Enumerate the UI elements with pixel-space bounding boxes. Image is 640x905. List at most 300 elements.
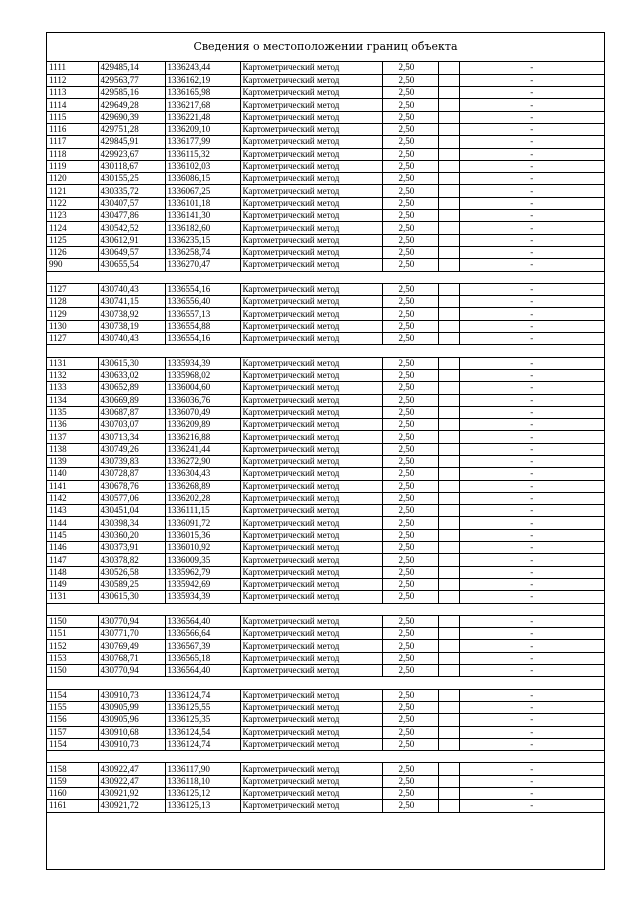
method: Картометрический метод: [240, 62, 382, 74]
point-number: 1134: [47, 394, 98, 406]
empty-cell: [438, 123, 459, 135]
note: -: [459, 136, 604, 148]
table-row: [47, 62, 604, 74]
method: Картометрический метод: [240, 788, 382, 800]
empty-cell: [438, 628, 459, 640]
note: -: [459, 87, 604, 99]
method: Картометрический метод: [240, 123, 382, 135]
coord-y: 1336258,74: [165, 246, 240, 258]
method: Картометрический метод: [240, 173, 382, 185]
method: Картометрический метод: [240, 615, 382, 627]
note: -: [459, 566, 604, 578]
method: Картометрический метод: [240, 382, 382, 394]
table-row: [47, 775, 604, 787]
coord-x: 430615,30: [98, 357, 165, 369]
point-number: 1119: [47, 160, 98, 172]
table-row: [47, 74, 604, 86]
accuracy: 2,50: [382, 529, 438, 541]
point-number: 1118: [47, 148, 98, 160]
empty-cell: [438, 333, 459, 345]
empty-cell: [438, 468, 459, 480]
coord-x: 430910,73: [98, 689, 165, 701]
coord-x: 430921,92: [98, 788, 165, 800]
accuracy: 2,50: [382, 357, 438, 369]
coord-y: 1336567,39: [165, 640, 240, 652]
accuracy: 2,50: [382, 283, 438, 295]
table-row: [47, 234, 604, 246]
method: Картометрический метод: [240, 283, 382, 295]
coord-y: 1336091,72: [165, 517, 240, 529]
point-number: 1158: [47, 763, 98, 775]
point-number: 1131: [47, 591, 98, 603]
coord-y: 1336101,18: [165, 197, 240, 209]
note: -: [459, 689, 604, 701]
accuracy: 2,50: [382, 197, 438, 209]
coord-y: 1336124,54: [165, 726, 240, 738]
empty-cell: [438, 689, 459, 701]
group-separator: [47, 271, 604, 283]
coord-y: 1336070,49: [165, 406, 240, 418]
coord-x: 430577,06: [98, 492, 165, 504]
separator-cell: [47, 677, 604, 689]
method: Картометрический метод: [240, 333, 382, 345]
accuracy: 2,50: [382, 382, 438, 394]
note: -: [459, 800, 604, 812]
coord-x: 430649,57: [98, 246, 165, 258]
accuracy: 2,50: [382, 160, 438, 172]
coord-y: 1336102,03: [165, 160, 240, 172]
method: Картометрический метод: [240, 419, 382, 431]
table-row: [47, 726, 604, 738]
empty-cell: [438, 788, 459, 800]
table-row: [47, 333, 604, 345]
accuracy: 2,50: [382, 431, 438, 443]
note: -: [459, 308, 604, 320]
method: Картометрический метод: [240, 320, 382, 332]
accuracy: 2,50: [382, 99, 438, 111]
empty-cell: [438, 763, 459, 775]
point-number: 1149: [47, 578, 98, 590]
coord-y: 1336556,40: [165, 296, 240, 308]
coord-x: 430678,76: [98, 480, 165, 492]
coord-x: 429690,39: [98, 111, 165, 123]
note: -: [459, 320, 604, 332]
accuracy: 2,50: [382, 173, 438, 185]
table-row: [47, 443, 604, 455]
accuracy: 2,50: [382, 87, 438, 99]
note: -: [459, 468, 604, 480]
method: Картометрический метод: [240, 480, 382, 492]
table-row: [47, 640, 604, 652]
empty-cell: [438, 111, 459, 123]
method: Картометрический метод: [240, 111, 382, 123]
accuracy: 2,50: [382, 615, 438, 627]
coord-x: 429563,77: [98, 74, 165, 86]
accuracy: 2,50: [382, 148, 438, 160]
coord-x: 430155,25: [98, 173, 165, 185]
accuracy: 2,50: [382, 62, 438, 74]
empty-cell: [438, 160, 459, 172]
coord-y: 1336241,44: [165, 443, 240, 455]
note: -: [459, 419, 604, 431]
accuracy: 2,50: [382, 296, 438, 308]
coord-y: 1336564,40: [165, 665, 240, 677]
coord-x: 429485,14: [98, 62, 165, 74]
empty-cell: [438, 431, 459, 443]
method: Картометрический метод: [240, 369, 382, 381]
method: Картометрический метод: [240, 689, 382, 701]
table-row: [47, 111, 604, 123]
point-number: 1148: [47, 566, 98, 578]
empty-cell: [438, 222, 459, 234]
coord-y: 1336209,89: [165, 419, 240, 431]
coord-y: 1336554,16: [165, 333, 240, 345]
coord-x: 430703,07: [98, 419, 165, 431]
coord-y: 1335962,79: [165, 566, 240, 578]
coord-y: 1336004,60: [165, 382, 240, 394]
note: -: [459, 222, 604, 234]
group-separator: [47, 751, 604, 763]
coord-x: 430739,83: [98, 456, 165, 468]
table-row: [47, 431, 604, 443]
method: Картометрический метод: [240, 99, 382, 111]
table-row: [47, 554, 604, 566]
method: Картометрический метод: [240, 492, 382, 504]
table-row: [47, 615, 604, 627]
coord-x: 430905,96: [98, 714, 165, 726]
point-number: 1159: [47, 775, 98, 787]
point-number: 1114: [47, 99, 98, 111]
table-row: [47, 763, 604, 775]
coord-y: 1336165,98: [165, 87, 240, 99]
method: Картометрический метод: [240, 394, 382, 406]
coord-x: 430669,89: [98, 394, 165, 406]
accuracy: 2,50: [382, 505, 438, 517]
empty-cell: [438, 369, 459, 381]
coord-y: 1336270,47: [165, 259, 240, 271]
point-number: 1112: [47, 74, 98, 86]
coord-x: 430910,68: [98, 726, 165, 738]
accuracy: 2,50: [382, 554, 438, 566]
coord-x: 429845,91: [98, 136, 165, 148]
method: Картометрический метод: [240, 185, 382, 197]
accuracy: 2,50: [382, 800, 438, 812]
point-number: 1145: [47, 529, 98, 541]
accuracy: 2,50: [382, 136, 438, 148]
accuracy: 2,50: [382, 738, 438, 750]
empty-cell: [438, 542, 459, 554]
coord-x: 430615,30: [98, 591, 165, 603]
point-number: 1155: [47, 701, 98, 713]
accuracy: 2,50: [382, 320, 438, 332]
empty-cell: [438, 578, 459, 590]
empty-cell: [438, 640, 459, 652]
note: -: [459, 505, 604, 517]
coord-y: 1335934,39: [165, 591, 240, 603]
coord-y: 1336216,88: [165, 431, 240, 443]
accuracy: 2,50: [382, 308, 438, 320]
note: -: [459, 591, 604, 603]
method: Картометрический метод: [240, 259, 382, 271]
table-row: [47, 246, 604, 258]
method: Картометрический метод: [240, 578, 382, 590]
table-row: [47, 480, 604, 492]
accuracy: 2,50: [382, 246, 438, 258]
point-number: 1143: [47, 505, 98, 517]
point-number: 1141: [47, 480, 98, 492]
table-row: [47, 197, 604, 209]
point-number: 1160: [47, 788, 98, 800]
table-row: [47, 517, 604, 529]
table-row: [47, 185, 604, 197]
note: -: [459, 111, 604, 123]
coord-x: 430770,94: [98, 615, 165, 627]
coord-y: 1336124,74: [165, 689, 240, 701]
table-row: [47, 136, 604, 148]
point-number: 1135: [47, 406, 98, 418]
method: Картометрический метод: [240, 160, 382, 172]
coord-x: 430740,43: [98, 283, 165, 295]
point-number: 1137: [47, 431, 98, 443]
accuracy: 2,50: [382, 234, 438, 246]
method: Картометрический метод: [240, 542, 382, 554]
method: Картометрический метод: [240, 640, 382, 652]
point-number: 1127: [47, 333, 98, 345]
coord-y: 1335934,39: [165, 357, 240, 369]
coord-x: 430655,54: [98, 259, 165, 271]
note: -: [459, 443, 604, 455]
table-row: [47, 406, 604, 418]
method: Картометрический метод: [240, 296, 382, 308]
coord-y: 1335968,02: [165, 369, 240, 381]
method: Картометрический метод: [240, 456, 382, 468]
coord-y: 1336115,32: [165, 148, 240, 160]
group-separator: [47, 345, 604, 357]
coord-x: 429649,28: [98, 99, 165, 111]
accuracy: 2,50: [382, 456, 438, 468]
point-number: 990: [47, 259, 98, 271]
table-row: [47, 689, 604, 701]
accuracy: 2,50: [382, 480, 438, 492]
point-number: 1121: [47, 185, 98, 197]
empty-cell: [438, 714, 459, 726]
point-number: 1146: [47, 542, 98, 554]
point-number: 1113: [47, 87, 98, 99]
note: -: [459, 210, 604, 222]
note: -: [459, 246, 604, 258]
empty-cell: [438, 99, 459, 111]
note: -: [459, 788, 604, 800]
note: -: [459, 296, 604, 308]
empty-cell: [438, 406, 459, 418]
method: Картометрический метод: [240, 628, 382, 640]
method: Картометрический метод: [240, 406, 382, 418]
coord-y: 1336118,10: [165, 775, 240, 787]
note: -: [459, 185, 604, 197]
coord-y: 1336557,13: [165, 308, 240, 320]
accuracy: 2,50: [382, 665, 438, 677]
empty-cell: [438, 726, 459, 738]
point-number: 1116: [47, 123, 98, 135]
note: -: [459, 628, 604, 640]
table-row: [47, 283, 604, 295]
method: Картометрический метод: [240, 566, 382, 578]
empty-cell: [438, 382, 459, 394]
empty-cell: [438, 136, 459, 148]
coord-x: 430770,94: [98, 665, 165, 677]
accuracy: 2,50: [382, 259, 438, 271]
table-row: [47, 578, 604, 590]
table-row: [47, 87, 604, 99]
accuracy: 2,50: [382, 566, 438, 578]
coord-y: 1336009,35: [165, 554, 240, 566]
accuracy: 2,50: [382, 640, 438, 652]
table-row: [47, 529, 604, 541]
note: -: [459, 714, 604, 726]
separator-cell: [47, 751, 604, 763]
coord-x: 430633,02: [98, 369, 165, 381]
accuracy: 2,50: [382, 542, 438, 554]
coordinates-table: [47, 62, 604, 813]
empty-cell: [438, 148, 459, 160]
point-number: 1153: [47, 652, 98, 664]
accuracy: 2,50: [382, 714, 438, 726]
coord-x: 430398,34: [98, 517, 165, 529]
point-number: 1147: [47, 554, 98, 566]
empty-cell: [438, 357, 459, 369]
note: -: [459, 357, 604, 369]
note: -: [459, 74, 604, 86]
method: Картометрический метод: [240, 529, 382, 541]
method: Картометрический метод: [240, 443, 382, 455]
note: -: [459, 333, 604, 345]
coord-x: 430922,47: [98, 763, 165, 775]
method: Картометрический метод: [240, 517, 382, 529]
note: -: [459, 665, 604, 677]
method: Картометрический метод: [240, 431, 382, 443]
accuracy: 2,50: [382, 419, 438, 431]
method: Картометрический метод: [240, 738, 382, 750]
table-row: [47, 468, 604, 480]
accuracy: 2,50: [382, 628, 438, 640]
accuracy: 2,50: [382, 406, 438, 418]
empty-cell: [438, 701, 459, 713]
accuracy: 2,50: [382, 74, 438, 86]
note: -: [459, 431, 604, 443]
coord-y: 1336086,15: [165, 173, 240, 185]
point-number: 1128: [47, 296, 98, 308]
coord-y: 1336182,60: [165, 222, 240, 234]
point-number: 1142: [47, 492, 98, 504]
coord-y: 1336162,19: [165, 74, 240, 86]
table-row: [47, 173, 604, 185]
empty-cell: [438, 517, 459, 529]
coord-y: 1336565,18: [165, 652, 240, 664]
method: Картометрический метод: [240, 468, 382, 480]
table-row: [47, 259, 604, 271]
point-number: 1154: [47, 738, 98, 750]
point-number: 1129: [47, 308, 98, 320]
point-number: 1130: [47, 320, 98, 332]
note: -: [459, 123, 604, 135]
method: Картометрический метод: [240, 726, 382, 738]
coord-y: 1336566,64: [165, 628, 240, 640]
coord-y: 1336067,25: [165, 185, 240, 197]
table-body: [47, 62, 604, 812]
empty-cell: [438, 185, 459, 197]
method: Картометрический метод: [240, 234, 382, 246]
coord-x: 430771,70: [98, 628, 165, 640]
coord-x: 430921,72: [98, 800, 165, 812]
point-number: 1136: [47, 419, 98, 431]
empty-cell: [438, 566, 459, 578]
point-number: 1144: [47, 517, 98, 529]
method: Картометрический метод: [240, 246, 382, 258]
empty-cell: [438, 665, 459, 677]
coord-y: 1336124,74: [165, 738, 240, 750]
table-row: [47, 714, 604, 726]
table-row: [47, 628, 604, 640]
method: Картометрический метод: [240, 800, 382, 812]
coord-x: 430738,19: [98, 320, 165, 332]
method: Картометрический метод: [240, 148, 382, 160]
empty-cell: [438, 210, 459, 222]
accuracy: 2,50: [382, 394, 438, 406]
point-number: 1140: [47, 468, 98, 480]
point-number: 1120: [47, 173, 98, 185]
note: -: [459, 652, 604, 664]
table-row: [47, 382, 604, 394]
method: Картометрический метод: [240, 554, 382, 566]
coord-y: 1336015,36: [165, 529, 240, 541]
coord-x: 430741,15: [98, 296, 165, 308]
point-number: 1117: [47, 136, 98, 148]
coord-y: 1335942,69: [165, 578, 240, 590]
accuracy: 2,50: [382, 123, 438, 135]
coord-x: 430687,87: [98, 406, 165, 418]
note: -: [459, 775, 604, 787]
page-title: Сведения о местоположении границ объекта: [47, 33, 604, 62]
empty-cell: [438, 62, 459, 74]
coord-x: 430740,43: [98, 333, 165, 345]
accuracy: 2,50: [382, 591, 438, 603]
point-number: 1139: [47, 456, 98, 468]
separator-cell: [47, 271, 604, 283]
table-row: [47, 320, 604, 332]
empty-cell: [438, 738, 459, 750]
empty-cell: [438, 505, 459, 517]
note: -: [459, 480, 604, 492]
empty-cell: [438, 296, 459, 308]
coord-x: 429751,28: [98, 123, 165, 135]
point-number: 1122: [47, 197, 98, 209]
table-row: [47, 505, 604, 517]
empty-cell: [438, 308, 459, 320]
method: Картометрический метод: [240, 591, 382, 603]
note: -: [459, 234, 604, 246]
point-number: 1126: [47, 246, 98, 258]
table-row: [47, 492, 604, 504]
coord-y: 1336243,44: [165, 62, 240, 74]
point-number: 1125: [47, 234, 98, 246]
empty-cell: [438, 320, 459, 332]
coord-y: 1336111,15: [165, 505, 240, 517]
empty-cell: [438, 234, 459, 246]
coord-x: 430118,67: [98, 160, 165, 172]
method: Картометрический метод: [240, 775, 382, 787]
method: Картометрический метод: [240, 505, 382, 517]
note: -: [459, 148, 604, 160]
